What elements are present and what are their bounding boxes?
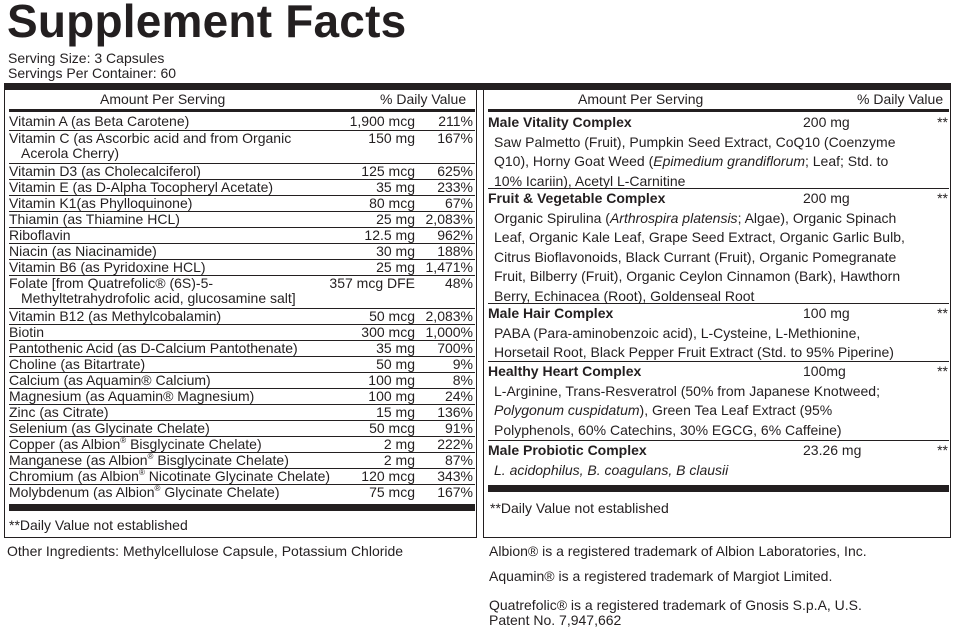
panel-title: Supplement Facts xyxy=(7,0,407,47)
serving-size: Serving Size: 3 Capsules xyxy=(8,50,165,66)
nutrient-row: Niacin (as Niacinamide) 30 mg 188% xyxy=(9,243,473,259)
nutrient-row: Magnesium (as Aquamin® Magnesium) 100 mg 24% xyxy=(9,388,473,404)
nutrient-row: Folate [from Quatrefolic® (6S)-5- Methyltetrahydrofolic acid, glucosamine salt] 357 mcg DFE 48% xyxy=(9,276,475,309)
patent-number: Patent No. 7,947,662 xyxy=(489,612,622,627)
aquamin-trademark: Aquamin® is a registered trademark of Margiot Limited. xyxy=(489,568,833,584)
nutrient-row: Vitamin E (as D-Alpha Tocopheryl Acetate) 35 mg 233% xyxy=(9,179,473,195)
nutrient-row: Thiamin (as Thiamine HCL) 25 mg 2,083% xyxy=(9,211,473,227)
left-header-rule xyxy=(9,109,475,112)
left-col-amount-header: Amount Per Serving xyxy=(100,91,226,107)
nutrient-row: Molybdenum (as Albion® Glycinate Chelate) 75 mcg 167% xyxy=(9,484,473,500)
nutrient-row: Calcium (as Aquamin® Calcium) 100 mg 8% xyxy=(9,372,473,388)
right-bottom-thick-rule xyxy=(488,485,949,492)
left-col-dv-header: % Daily Value xyxy=(380,91,467,107)
nutrient-row: Vitamin C (as Ascorbic acid and from Organic Acerola Cherry) 150 mg 167% xyxy=(9,131,475,164)
right-header-rule xyxy=(488,109,949,112)
left-bottom-thick-rule xyxy=(9,504,475,511)
left-nutrient-table xyxy=(4,90,477,538)
right-dv-note: **Daily Value not established xyxy=(490,500,669,516)
right-blend-table: Amount Per Serving % Daily Value Male Vitality Complex 200 mg ** Saw Palmetto (Fruit), Pumpkin Seed Extract, CoQ10 (Coenzyme Q10), Horny Goat Weed (Epimedium grandiflorum; Leaf; Std. to 10% Icariin), Acetyl L-Carnitine Fruit & Vegetable Complex 200 mg ** Organic Spirulina (Arthrospira platensis; Algae), Organic Spinach Leaf, Organic Kale Leaf, Grape Seed Extract, Organic Garlic Bulb, Citrus Bioflavonoids, Black Currant (Fruit), Organic Pomegranate Fruit, Bilberry (Fruit), Organic Ceylon Cinnamon (Bark), Hawthorn Berry, Echinacea (Root), Goldenseal Root Male Hair Complex 100 mg ** PABA (Para-aminobenzoic acid), L-Cysteine, L-Methionine, Horsetail Root, Black Pepper Fruit Extract (Std. to 95% Piperine) Healthy Heart Complex 100mg ** L-Arginine, Trans-Resveratrol (50% from Japanese Knotweed; Polygonum cuspidatum), Green Tea Leaf Extract (95% Polyphenols, 60% Catechins, 30% EGCG, 6% Caffeine) Male Probiotic Complex 23.26 mg ** L. acidophilus, B. coagulans, B clausii **Daily Value not established xyxy=(483,90,951,538)
nutrient-row: Vitamin B12 (as Methylcobalamin) 50 mcg 2,083% xyxy=(9,308,473,324)
nutrient-row: Zinc (as Citrate) 15 mg 136% xyxy=(9,404,473,420)
nutrient-row: Copper (as Albion® Bisglycinate Chelate) 2 mg 222% xyxy=(9,436,473,452)
nutrient-row: Vitamin D3 (as Cholecalciferol) 125 mcg 625% xyxy=(9,163,473,179)
nutrient-row: Chromium (as Albion® Nicotinate Glycinate Chelate) 120 mcg 343% xyxy=(9,468,473,484)
nutrient-row: Vitamin K1(as Phylloquinone) 80 mcg 67% xyxy=(9,195,473,211)
quatrefolic-trademark: Quatrefolic® is a registered trademark of Gnosis S.p.A, U.S. xyxy=(489,597,862,613)
albion-trademark: Albion® is a registered trademark of Albion Laboratories, Inc. xyxy=(489,543,867,559)
nutrient-row: Selenium (as Glycinate Chelate) 50 mcg 91% xyxy=(9,420,473,436)
nutrient-row: Manganese (as Albion® Bisglycinate Chelate) 2 mg 87% xyxy=(9,452,473,468)
nutrient-row: Vitamin B6 (as Pyridoxine HCL) 25 mg 1,471% xyxy=(9,259,473,275)
right-col-amount-header: Amount Per Serving xyxy=(578,91,704,107)
servings-per-container: Servings Per Container: 60 xyxy=(8,65,177,81)
left-dv-note: **Daily Value not established xyxy=(9,517,188,533)
top-thick-rule xyxy=(4,83,951,90)
right-col-dv-header: % Daily Value xyxy=(857,91,944,107)
other-ingredients: Other Ingredients: Methylcellulose Capsule, Potassium Chloride xyxy=(7,543,404,559)
nutrient-row: Vitamin A (as Beta Carotene) 1,900 mcg 211% xyxy=(9,113,473,129)
nutrient-row: Biotin 300 mcg 1,000% xyxy=(9,324,473,340)
nutrient-row: Pantothenic Acid (as D-Calcium Pantothenate) 35 mg 700% xyxy=(9,340,473,356)
nutrient-row: Riboflavin 12.5 mg 962% xyxy=(9,227,473,243)
nutrient-row: Choline (as Bitartrate) 50 mg 9% xyxy=(9,356,473,372)
